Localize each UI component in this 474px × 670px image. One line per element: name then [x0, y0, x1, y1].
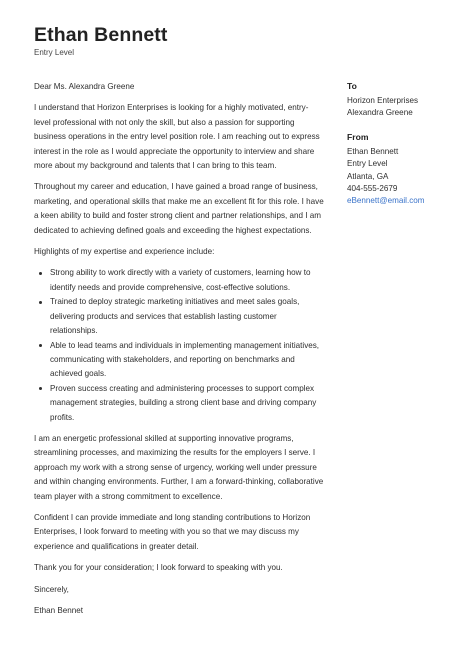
- letter-signature: Ethan Bennet: [34, 606, 84, 615]
- highlight-item: Trained to deploy strategic marketing initiatives and meet sales goals, delivering products and services that establish lasting customer relationships.: [50, 295, 324, 338]
- highlight-item: Proven success creating and administering processes to support complex management strategies, building a strong client base and driving company profits.: [50, 382, 324, 425]
- applicant-name: Ethan Bennett: [34, 24, 168, 46]
- sender-location: Atlanta, GA: [347, 171, 389, 181]
- recipient-company: Horizon Enterprises: [347, 96, 419, 105]
- letter-header: [34, 24, 167, 58]
- letter-paragraph: Confident I can provide immediate and long standing contributions to Horizon Enterprises, I look forward to meeting with you so that we may discuss my experience and qualifications in greater detail.: [34, 512, 311, 551]
- letter-greeting: Dear Ms. Alexandra Greene: [34, 82, 135, 91]
- recipient-heading: To: [347, 81, 357, 91]
- applicant-level: Entry Level: [34, 48, 75, 57]
- letter-body: [34, 80, 324, 625]
- sender-level: Entry Level: [347, 159, 388, 169]
- highlight-item: Strong ability to work directly with a variety of customers, learning how to identify needs and provide comprehensive, cost-effective solutions.: [50, 266, 324, 295]
- sender-block: [347, 131, 469, 208]
- sender-email-link[interactable]: eBennett@email.com: [347, 196, 425, 206]
- letter-signoff: Sincerely,: [34, 584, 69, 594]
- recipient-name: Alexandra Greene: [347, 108, 413, 118]
- letter-paragraph: I am an energetic professional skilled at supporting innovative programs, streamlining processes, and maximizing the results for the employers I serve. I approach my work with a strong sense of urgency, working well under pressure and within changing environments. Further, I am a forward-thinking, collaborative team player with a strong commitment to excellence.: [34, 433, 324, 501]
- sender-heading: From: [347, 131, 369, 142]
- sender-name: Ethan Bennett: [347, 146, 399, 156]
- highlight-item: Able to lead teams and individuals in implementing management initiatives, communicating with stakeholders, and reporting on benchmarks and achieved goals.: [50, 339, 324, 382]
- letter-paragraph: Throughout my career and education, I have gained a broad range of business, marketing, and operational skills that make me an excellent fit for this role. I have a keen ability to build and foster strong client and partner relationships, and I am dedicated to achieving defined goals and exceeding the highest expectations.: [34, 182, 324, 235]
- recipient-block: [347, 80, 469, 120]
- highlights-list: [34, 266, 324, 424]
- letter-paragraph: Highlights of my expertise and experience include:: [34, 247, 215, 257]
- sidebar: [347, 80, 469, 219]
- letter-paragraph: Thank you for your consideration; I look forward to speaking with you.: [34, 563, 283, 573]
- sender-phone: 404-555-2679: [347, 184, 398, 194]
- letter-paragraph: I understand that Horizon Enterprises is looking for a highly motivated, entry-level professional with not only the skill, but also a passion for supporting business operations in the entry level position role. I am reaching out to express interest in the role as I would appreciate the opportunity to interview and share more about my background and talents that I can bring to this team.: [34, 103, 320, 171]
